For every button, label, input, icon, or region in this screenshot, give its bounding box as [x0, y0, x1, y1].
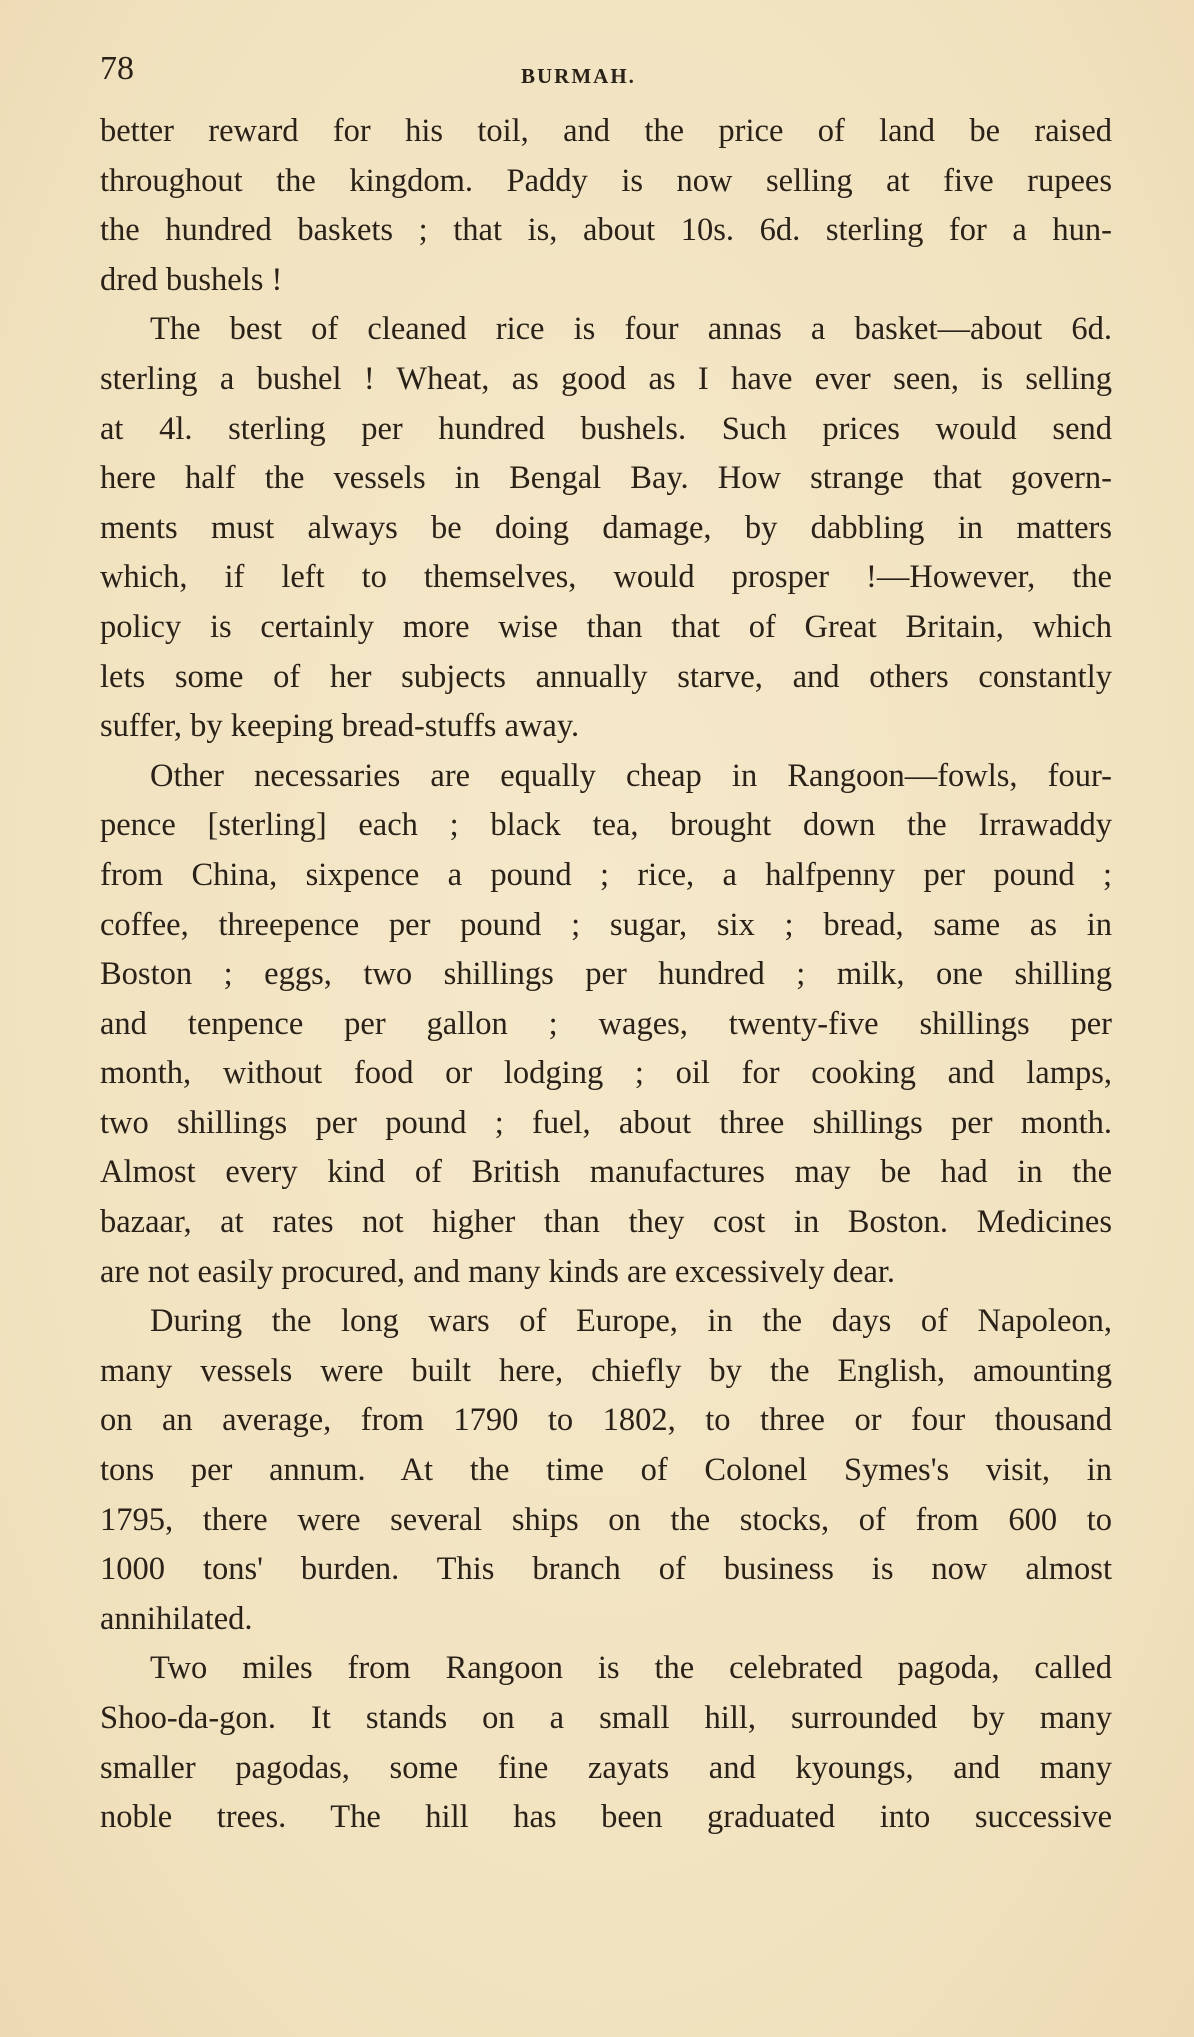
text-line: sterling a bushel ! Wheat, as good as I have ever seen, is selling	[100, 360, 1112, 397]
text-line: two shillings per pound ; fuel, about three shillings per month.	[100, 1104, 1112, 1141]
text-line: The best of cleaned rice is four annas a basket—about 6d.	[150, 311, 1112, 348]
text-line: bazaar, at rates not higher than they cost in Boston. Medicines	[100, 1204, 1112, 1241]
body-text	[100, 107, 1112, 1843]
running-head: BURMAH.	[521, 64, 636, 88]
text-line: coffee, threepence per pound ; sugar, six ; bread, same as in	[100, 906, 1112, 943]
text-line: During the long wars of Europe, in the days of Napoleon,	[150, 1303, 1112, 1340]
page-number: 78	[100, 50, 134, 87]
text-line: and tenpence per gallon ; wages, twenty-five shillings per	[100, 1005, 1112, 1042]
text-line: pence [sterling] each ; black tea, brought down the Irrawaddy	[100, 807, 1112, 844]
page-header	[100, 50, 1100, 100]
text-line: throughout the kingdom. Paddy is now selling at five rupees	[100, 162, 1112, 199]
text-line: smaller pagodas, some fine zayats and kyoungs, and many	[100, 1749, 1112, 1786]
text-line: lets some of her subjects annually starve, and others constantly	[100, 658, 1112, 695]
text-line: policy is certainly more wise than that of Great Britain, which	[100, 608, 1112, 645]
text-line: Almost every kind of British manufactures may be had in the	[100, 1154, 1112, 1191]
text-line: on an average, from 1790 to 1802, to three or four thousand	[100, 1402, 1112, 1439]
text-line: better reward for his toil, and the price of land be raised	[100, 113, 1112, 149]
text-line: which, if left to themselves, would prosper !—However, the	[100, 559, 1112, 596]
text-line: Boston ; eggs, two shillings per hundred ; milk, one shilling	[100, 956, 1112, 993]
text-line: are not easily procured, and many kinds are excessively dear.	[100, 1253, 896, 1290]
text-line: month, without food or lodging ; oil for cooking and lamps,	[100, 1055, 1112, 1092]
text-line: dred bushels !	[100, 261, 283, 298]
text-line: many vessels were built here, chiefly by the English, amounting	[100, 1352, 1112, 1389]
text-line: noble trees. The hill has been graduated into successive	[100, 1799, 1112, 1836]
text-line: here half the vessels in Bengal Bay. How strange that govern-	[100, 460, 1112, 497]
text-line: Two miles from Rangoon is the celebrated pagoda, called	[150, 1650, 1112, 1687]
text-line: 1000 tons' burden. This branch of business is now almost	[100, 1551, 1112, 1588]
text-line: Shoo-da-gon. It stands on a small hill, surrounded by many	[100, 1700, 1112, 1736]
text-line: annihilated.	[100, 1600, 253, 1637]
text-line: 1795, there were several ships on the stocks, of from 600 to	[100, 1501, 1112, 1538]
text-line: from China, sixpence a pound ; rice, a halfpenny per pound ;	[100, 856, 1112, 893]
text-line: suffer, by keeping bread-stuffs away.	[100, 708, 580, 745]
text-line: tons per annum. At the time of Colonel Symes's visit, in	[100, 1452, 1112, 1489]
text-line: ments must always be doing damage, by dabbling in matters	[100, 509, 1112, 546]
text-line: at 4l. sterling per hundred bushels. Such prices would send	[100, 410, 1112, 447]
text-line: Other necessaries are equally cheap in Rangoon—fowls, four-	[150, 757, 1112, 794]
text-line: the hundred baskets ; that is, about 10s. 6d. sterling for a hun-	[100, 212, 1112, 249]
